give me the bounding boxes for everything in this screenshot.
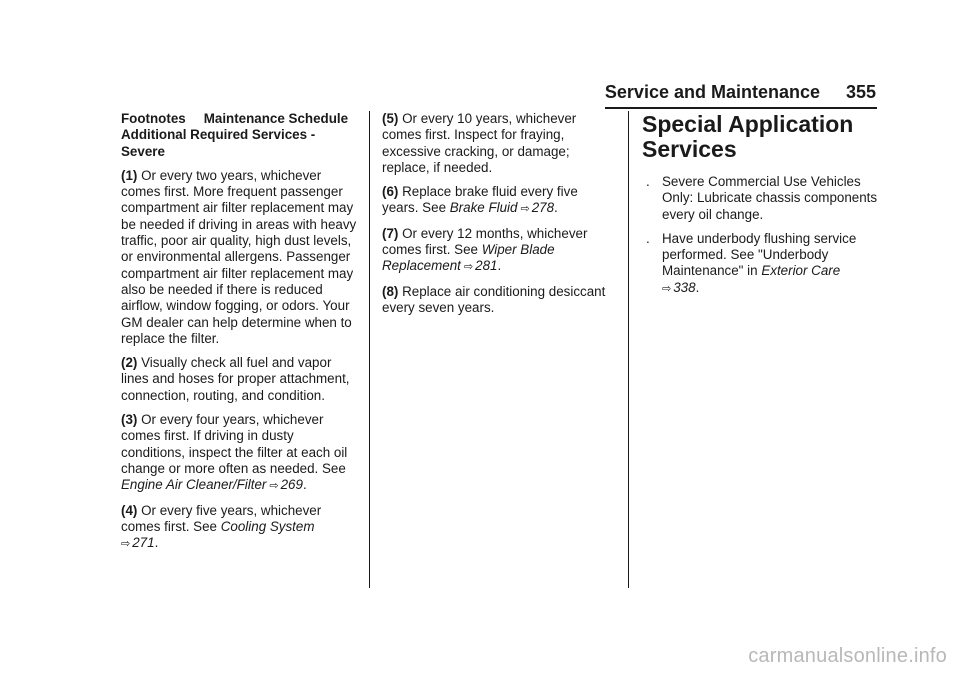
cross-reference-page: 271 [132,535,155,551]
cross-reference-page: 278 [531,200,555,216]
column-divider [628,111,629,588]
page-number: 355 [845,82,876,102]
column-2 [382,111,614,324]
list-item-text: Have underbody flushing service performed. See "Underbody Maintenance" in [662,230,857,279]
footnote [121,168,357,347]
page-arrow-icon: ⇨ [121,538,131,551]
cross-reference-title: Brake Fluid [449,200,518,216]
cross-reference-page: 281 [475,258,498,274]
footnote-label: (3) [121,412,138,428]
footnote-label: (1) [121,167,138,183]
bullet-list [642,174,882,297]
cross-reference-title: Cooling System [220,518,315,534]
footnote [121,412,357,494]
footnote [121,355,357,404]
bullet-marker: . [646,230,650,246]
cross-reference-page: 338 [673,279,696,295]
watermark: carmanualsonline.info [748,645,947,667]
column-3 [642,111,882,305]
footnote-label: (7) [382,225,399,241]
footnote-text: Replace air conditioning desiccant every seven years. [382,283,606,315]
column-divider [369,111,370,588]
list-item [642,174,882,223]
bullet-marker: . [646,174,650,189]
cross-reference-link[interactable] [450,200,554,215]
footnote-text: Or every four years, whichever comes first. If driving in dusty conditions, inspect the filter at each oil change or more often as needed. See [121,412,348,476]
header-rule [605,107,877,109]
footnote-label: (8) [382,283,399,299]
list-item [642,231,882,297]
footnote [382,184,614,218]
footnote-tail: . [302,477,307,493]
footnote-text: Or every 10 years, whichever comes first. Inspect for fraying, excessive cracking, or damage; replace, if needed. [382,111,577,175]
footnote-label: (5) [382,111,399,126]
footnote-text: Or every 12 months, whichever comes first. See [382,225,588,258]
section-heading: Special Application Services [642,111,854,162]
footnote-text: Visually check all fuel and vapor lines and hoses for proper attachment, connection, routing, and condition. [121,355,350,403]
footnote-text: Or every five years, whichever comes first. See [121,502,322,534]
cross-reference-link[interactable] [121,477,303,492]
footnote-label: (2) [121,355,138,371]
footnote-tail: . [554,200,558,216]
footnote-text: Replace brake fluid every five years. See [382,184,578,216]
page-arrow-icon: ⇨ [662,282,672,295]
page-arrow-icon: ⇨ [269,480,279,493]
footnote-tail: . [154,535,159,551]
footnote [382,226,614,276]
column-1 [121,111,357,560]
page-arrow-icon: ⇨ [463,261,474,274]
running-header-title: Service and Maintenance [604,82,820,102]
cross-reference-page: 269 [280,477,303,493]
footnote-text: Or every two years, whichever comes first. More frequent passenger compartment air filter replacement may be needed if driving in areas with heavy traffic, poor air quality, high dust levels, or environmental allergens. Passenger compartment air filter replacement may also be needed if there is reduced airflow, window fogging, or odors. Your GM dealer can help determine when to replace the filter. [121,167,357,346]
footnote-label: (6) [382,184,399,200]
cross-reference-title: Engine Air Cleaner/Filter [121,477,267,493]
footnote [382,111,614,176]
cross-reference-title: Exterior Care [761,263,841,279]
cross-reference-title: Wiper Blade Replacement [382,242,555,274]
list-item-tail: . [695,279,700,295]
footnote [382,284,614,317]
footnote [121,503,357,553]
schedule-heading: Maintenance Schedule Additional Required Services - Severe [121,111,349,159]
footnotes-table-heading [121,111,357,160]
page-arrow-icon: ⇨ [520,203,530,216]
footnote-tail: . [497,258,502,274]
footnotes-heading: Footnotes [121,111,186,126]
list-item-text: Severe Commercial Use Vehicles Only: Lubricate chassis components every oil change. [662,174,878,222]
footnote-label: (4) [121,502,138,518]
